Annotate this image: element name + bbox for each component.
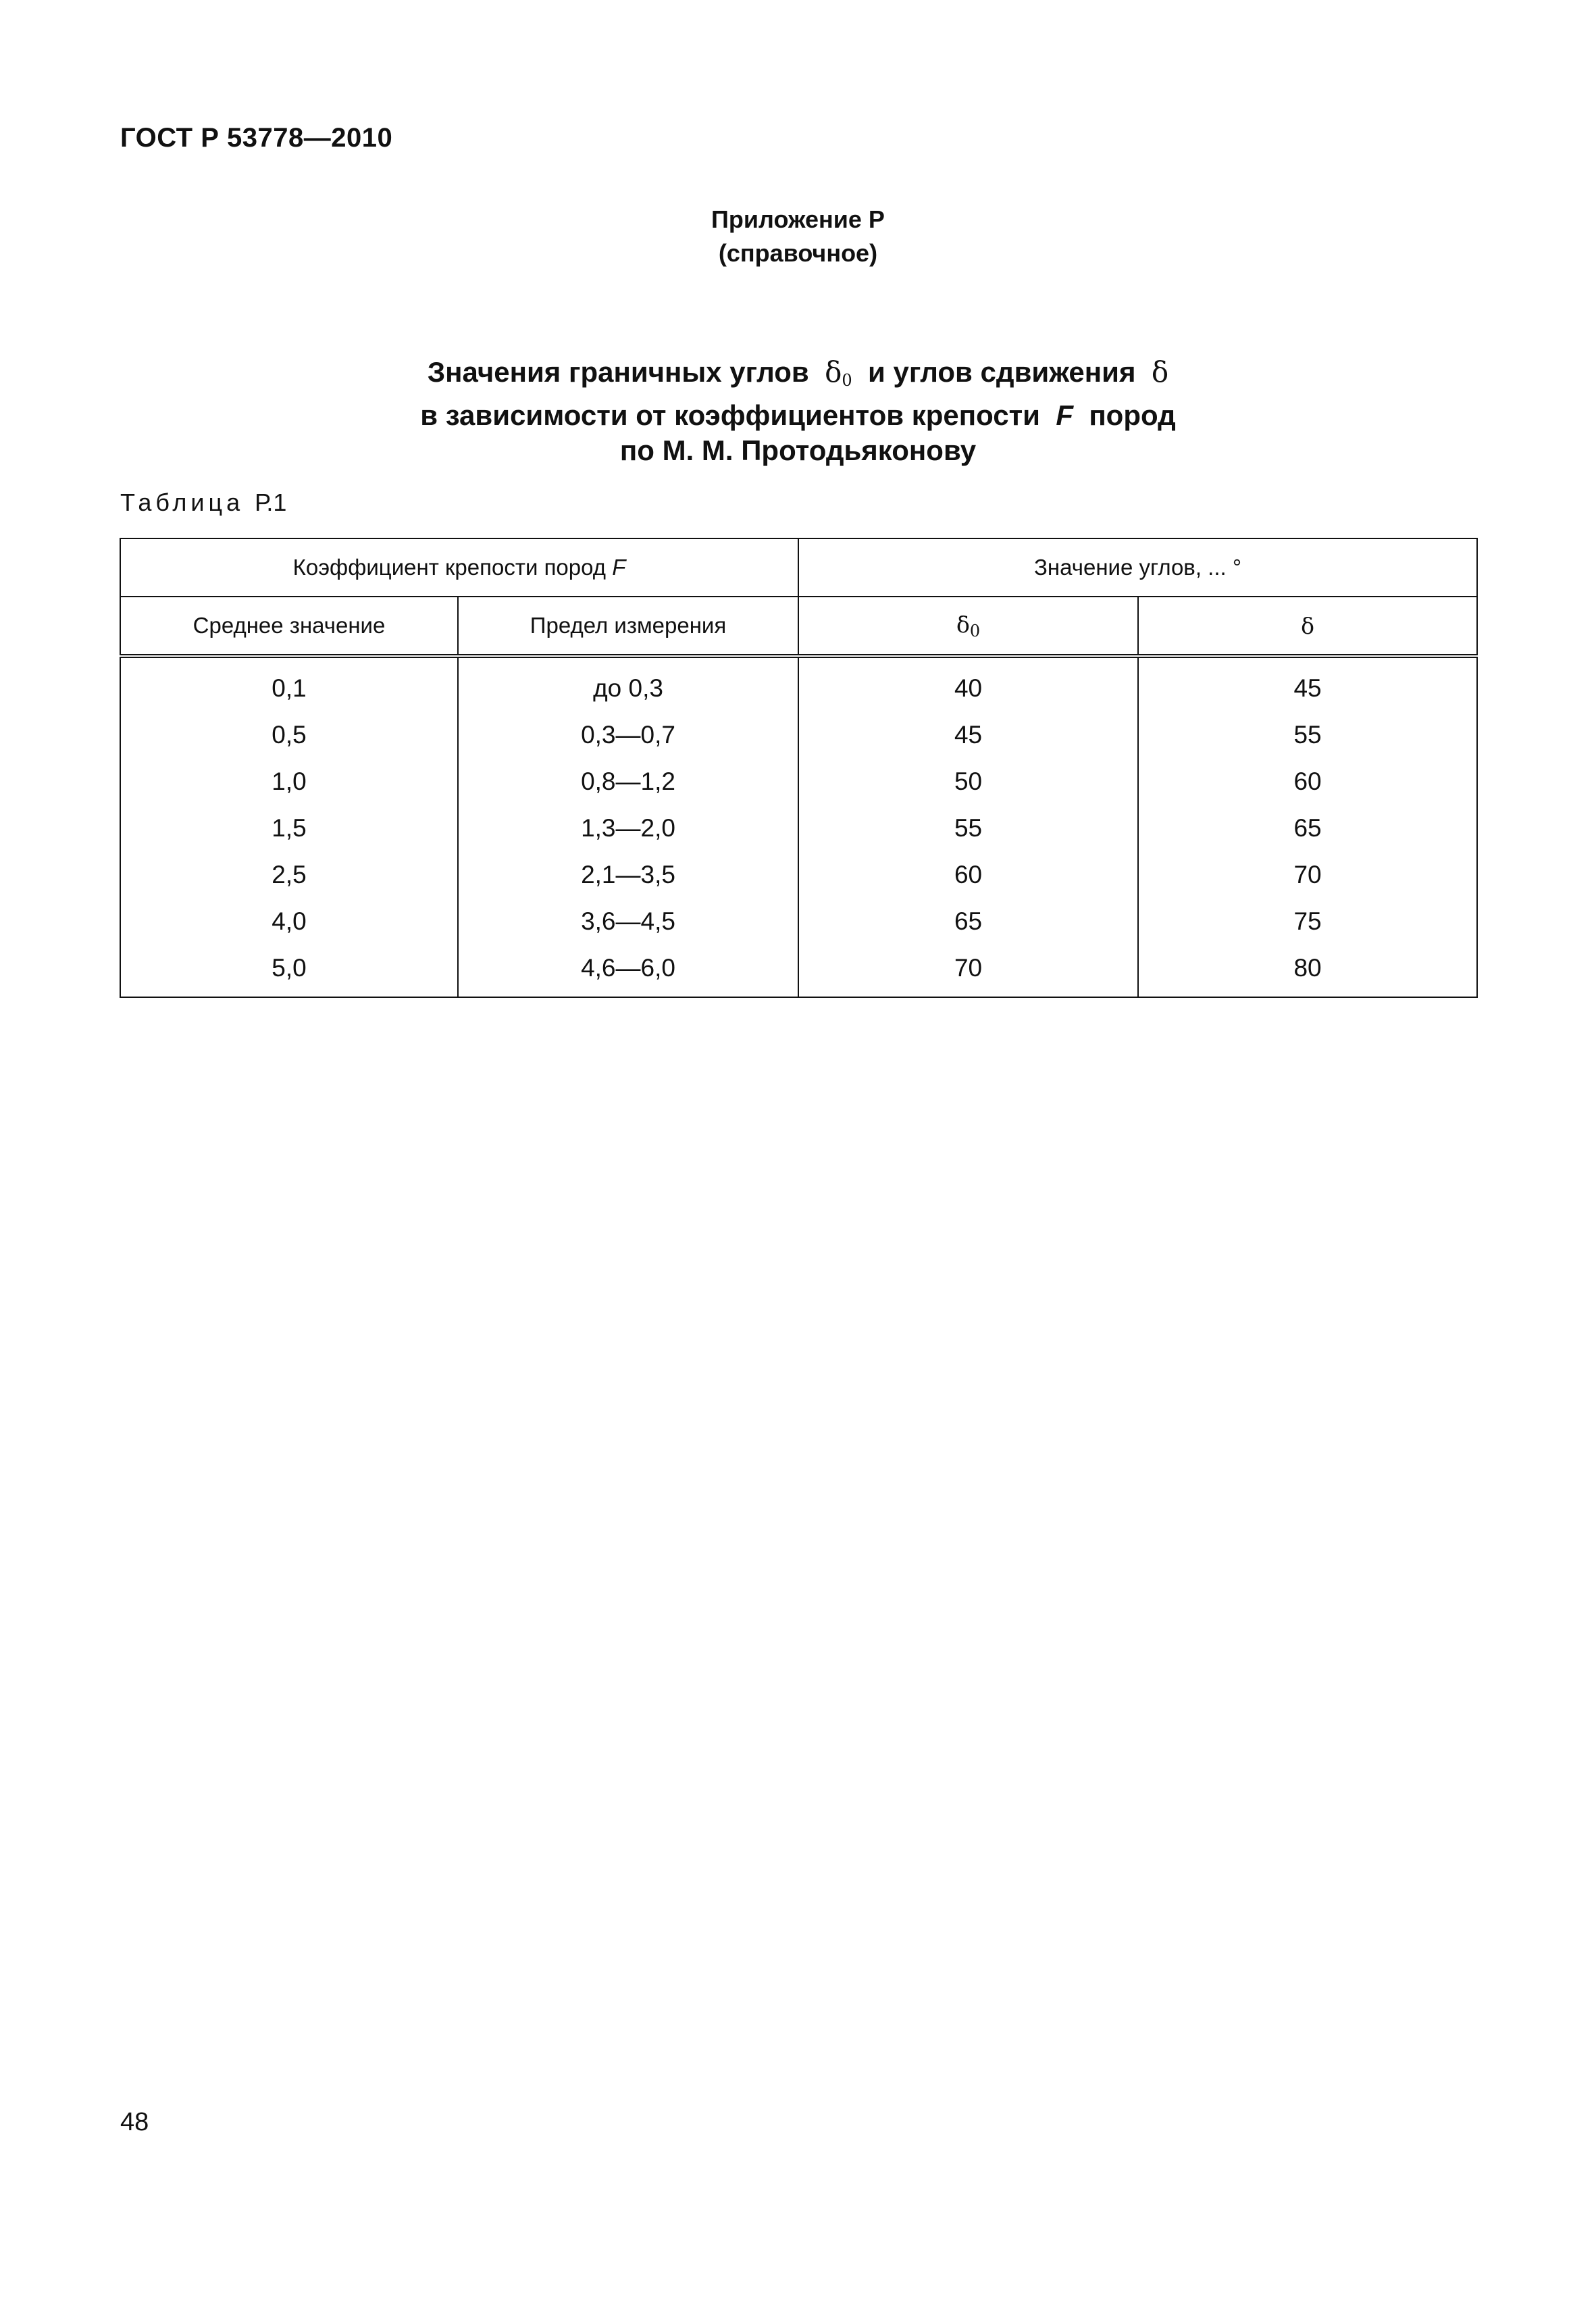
title-line-3: по М. М. Протодьяконову [619,434,977,466]
column-delta-symbol: δ [1301,612,1314,639]
cell-delta: 75 [1138,898,1477,945]
title-line-1-part-a: Значения граничных углов [427,356,809,388]
table-header-row-1 [120,538,1477,597]
title-line-1-part-b: и углов сдвижения [867,356,1136,388]
table-row [120,758,1477,805]
table-row [120,656,1477,711]
cell-mean: 1,0 [120,758,458,805]
column-delta0-subscript: 0 [969,621,981,640]
cell-mean: 1,5 [120,805,458,851]
table-row [120,711,1477,758]
title-line-2-part-b: пород [1089,399,1176,431]
table-label [120,488,286,517]
cell-delta: 70 [1138,851,1477,898]
header-group-coefficient-text: Коэффициент крепости пород [292,555,607,580]
cell-delta0: 60 [798,851,1138,898]
cell-range: 2,1—3,5 [458,851,798,898]
table-row [120,898,1477,945]
delta0-subscript: 0 [842,371,852,390]
cell-delta0: 40 [798,656,1138,711]
table-row [120,851,1477,898]
cell-mean: 2,5 [120,851,458,898]
column-header-range: Предел измерения [458,597,798,656]
document-title [0,355,1596,468]
delta-symbol: δ [1151,355,1169,388]
title-line-2 [0,398,1596,433]
delta0-symbol [825,355,852,388]
title-line-1 [0,355,1596,398]
data-table [120,538,1478,998]
cell-range: 4,6—6,0 [458,945,798,997]
table-body [120,656,1477,997]
cell-delta0: 65 [798,898,1138,945]
cell-mean: 0,5 [120,711,458,758]
cell-delta: 80 [1138,945,1477,997]
header-group-angles: Значение углов, ... ° [798,538,1477,597]
appendix-title: Приложение Р [711,205,885,233]
cell-mean: 5,0 [120,945,458,997]
cell-range: до 0,3 [458,656,798,711]
document-standard-number: ГОСТ Р 53778—2010 [120,123,393,153]
cell-delta: 65 [1138,805,1477,851]
column-header-delta [1138,597,1477,656]
table-header-row-2 [120,597,1477,656]
cell-delta: 55 [1138,711,1477,758]
appendix-subtitle: (справочное) [718,239,878,267]
table-row [120,805,1477,851]
F-symbol: F [1056,399,1073,431]
cell-range: 0,3—0,7 [458,711,798,758]
page-number: 48 [120,2108,149,2136]
header-group-coefficient [120,538,798,597]
cell-range: 0,8—1,2 [458,758,798,805]
cell-delta: 45 [1138,656,1477,711]
table-label-word: Таблица [120,488,244,516]
table-row [120,945,1477,997]
cell-delta0: 55 [798,805,1138,851]
cell-delta0: 50 [798,758,1138,805]
column-header-mean: Среднее значение [120,597,458,656]
cell-range: 3,6—4,5 [458,898,798,945]
appendix-heading [0,203,1596,270]
table-label-number: Р.1 [255,488,287,516]
cell-delta0: 70 [798,945,1138,997]
column-delta0-symbol [956,611,980,638]
cell-delta0: 45 [798,711,1138,758]
header-group-coefficient-symbol: F [612,555,626,580]
cell-mean: 4,0 [120,898,458,945]
cell-mean: 0,1 [120,656,458,711]
cell-range: 1,3—2,0 [458,805,798,851]
title-line-2-part-a: в зависимости от коэффициентов крепости [420,399,1040,431]
column-delta0-letter: δ [956,611,970,638]
delta0-letter: δ [825,355,842,388]
cell-delta: 60 [1138,758,1477,805]
column-header-delta0 [798,597,1138,656]
